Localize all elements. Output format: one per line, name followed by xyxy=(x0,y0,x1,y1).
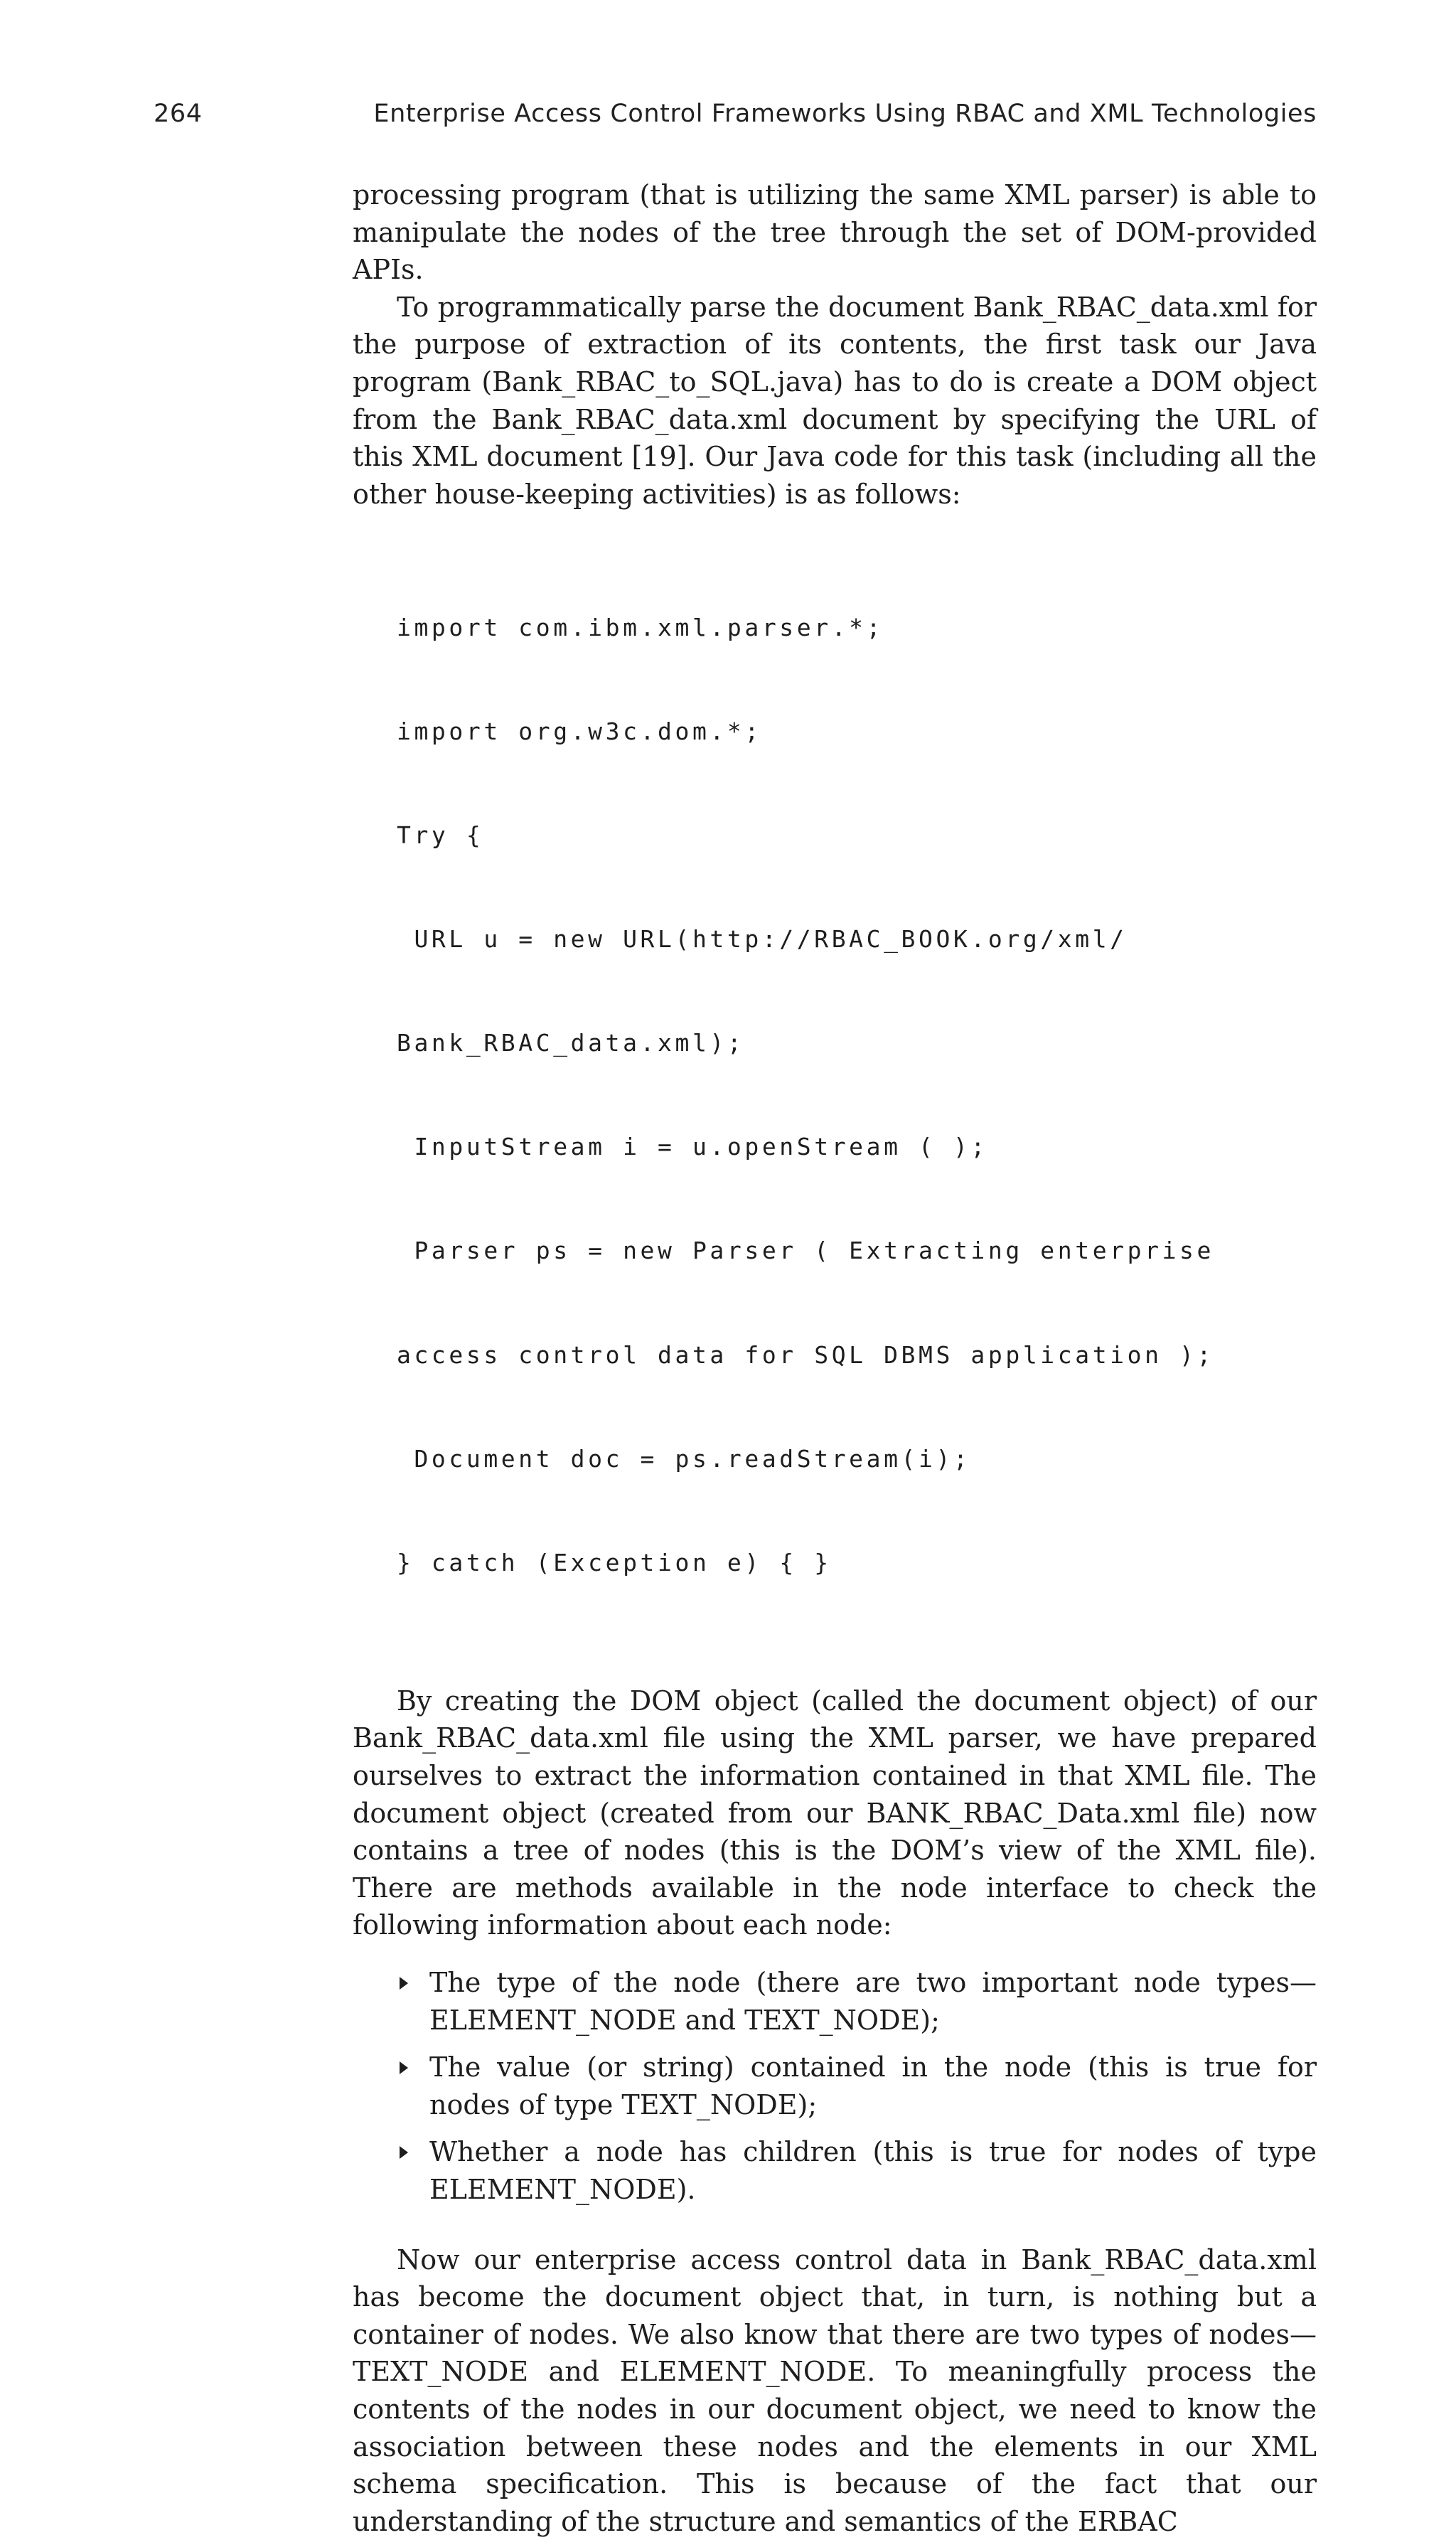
code-line: Document doc = ps.readStream(i); xyxy=(397,1444,971,1473)
paragraph-3: By creating the DOM object (called the document object) of our Bank_RBAC_data.xml file using the XML parser, we have prepared ourselves to extract the information contained in that XML file. The document object (created from our BANK_RBAC_Data.xml file) now contains a tree of nodes (this is the DOM’s view of the XML file). There are methods available in the node interface to check the following information about each node: xyxy=(353,1685,1317,1941)
list-item-text: The type of the node (there are two important node types—ELEMENT_NODE and TEXT_NODE); xyxy=(429,1967,1317,2036)
triangle-bullet-icon xyxy=(400,1977,408,1990)
code-block xyxy=(397,541,1317,1650)
code-line: access control data for SQL DBMS application ); xyxy=(397,1340,1214,1369)
running-head xyxy=(154,100,1317,135)
code-line: import com.ibm.xml.parser.*; xyxy=(397,613,884,641)
list-item xyxy=(353,2049,1317,2123)
paragraph-4: Now our enterprise access control data in Bank_RBAC_data.xml has become the document object that, in turn, is nothing but a container of nodes. We also know that there are two types of nodes—TEXT_NODE and ELEMENT_NODE. To meaningfully process the contents of the nodes in our document object, we need to know the association between these nodes and the elements in our XML schema specification. This is because of the fact that our understanding of the structure and semantics of the ERBAC xyxy=(353,2243,1317,2537)
page-number: 264 xyxy=(154,100,203,128)
triangle-bullet-icon xyxy=(400,2146,408,2159)
paragraph-2: To programmatically parse the document Bank_RBAC_data.xml for the purpose of extraction of its contents, the first task our Java program (Bank_RBAC_to_SQL.java) has to do is create a DOM object from the Bank_RBAC_data.xml document by specifying the URL of this XML document [19]. Our Java code for this task (including all the other house-keeping activities) is as follows: xyxy=(353,291,1317,510)
paragraph-1: processing program (that is utilizing the same XML parser) is able to manipulate the nodes of the tree through the set of DOM-provided APIs. xyxy=(353,179,1317,286)
code-line: import org.w3c.dom.*; xyxy=(397,717,762,745)
code-line: Parser ps = new Parser ( Extracting enterprise xyxy=(397,1237,1214,1265)
body-text xyxy=(353,176,1317,2540)
code-line: } catch (Exception e) { } xyxy=(397,1548,832,1576)
list-item xyxy=(353,1964,1317,2039)
code-line: Try { xyxy=(397,821,484,849)
running-title: Enterprise Access Control Frameworks Using RBAC and XML Technologies xyxy=(373,100,1317,128)
code-line: Bank_RBAC_data.xml); xyxy=(397,1029,745,1057)
list-item-text: The value (or string) contained in the node (this is true for nodes of type TEXT_NODE); xyxy=(429,2051,1317,2120)
list-item xyxy=(353,2133,1317,2208)
code-line: InputStream i = u.openStream ( ); xyxy=(397,1133,988,1161)
triangle-bullet-icon xyxy=(400,2061,408,2074)
bullet-list xyxy=(353,1964,1317,2209)
code-line: URL u = new URL(http://RBAC_BOOK.org/xml/ xyxy=(397,925,1128,954)
list-item-text: Whether a node has children (this is true for nodes of type ELEMENT_NODE). xyxy=(429,2136,1317,2205)
